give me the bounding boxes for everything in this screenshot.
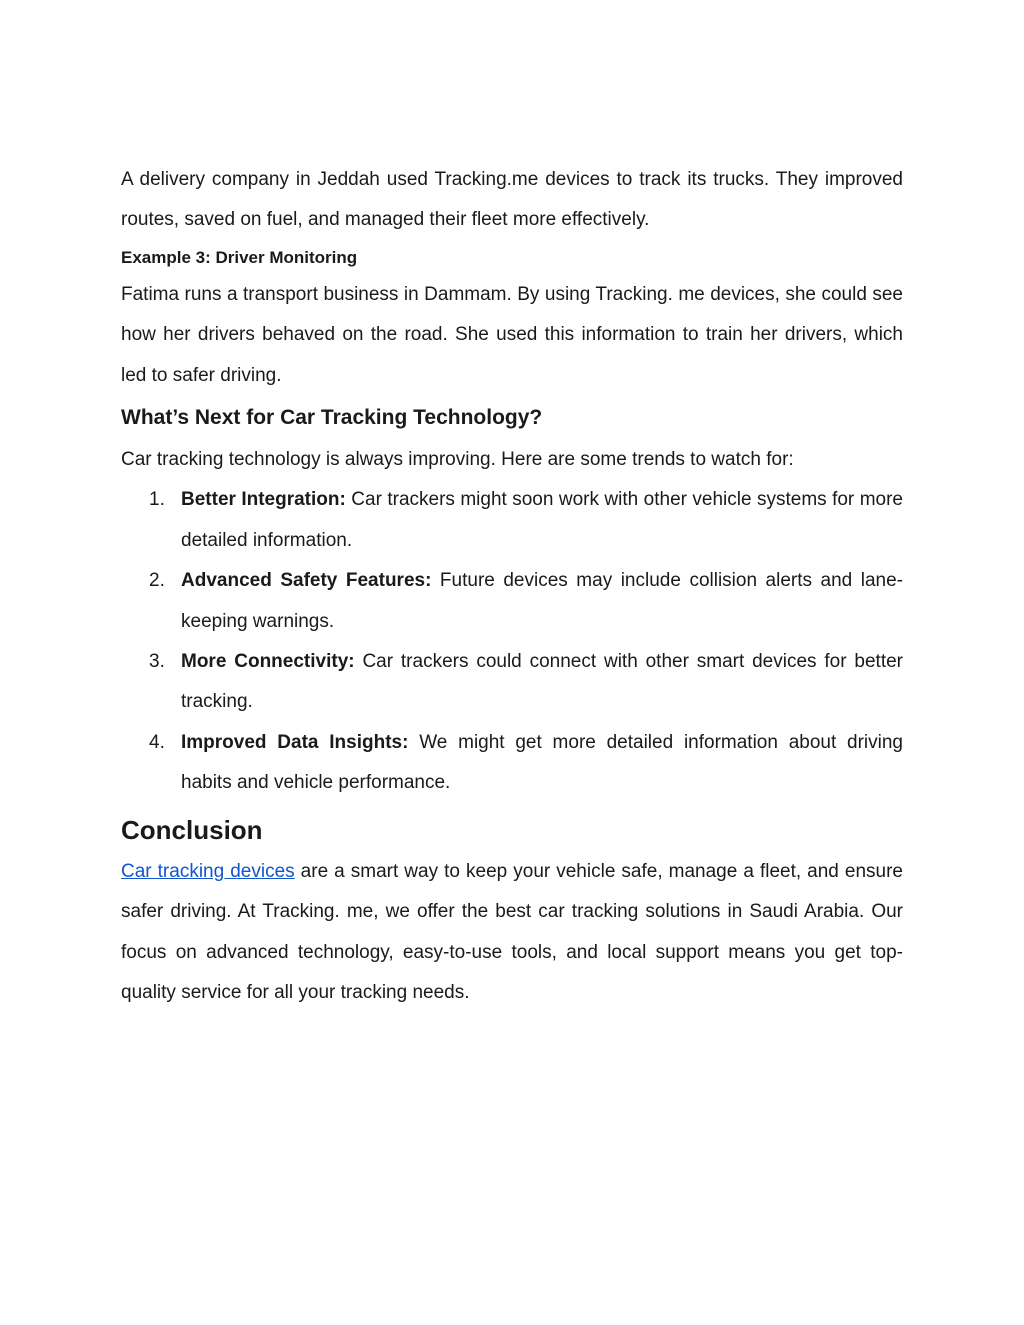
document-page	[121, 160, 903, 1013]
list-item-title: More Connectivity:	[181, 651, 355, 673]
list-item-text: Car trackers might soon work with other vehicle systems for more detailed information.	[181, 489, 903, 551]
list-item-number: 1.	[149, 489, 165, 511]
list-item-title: Improved Data Insights:	[181, 731, 409, 753]
car-tracking-devices-link[interactable]: Car tracking devices	[121, 860, 295, 882]
whats-next-intro: Car tracking technology is always improving. Here are some trends to watch for:	[121, 449, 794, 471]
intro-paragraph: A delivery company in Jeddah used Tracking.me devices to track its trucks. They improved routes, saved on fuel, and managed their fleet more effectively.	[121, 169, 903, 231]
list-item-title: Better Integration:	[181, 489, 346, 511]
list-item	[121, 480, 903, 561]
list-item	[121, 723, 903, 804]
list-item-text: Car trackers could connect with other smart devices for better tracking.	[181, 651, 903, 713]
list-item	[121, 561, 903, 642]
list-item-number: 4.	[149, 731, 165, 753]
list-item-text: Future devices may include collision alerts and lane-keeping warnings.	[181, 570, 903, 632]
whats-next-heading: What’s Next for Car Tracking Technology?	[121, 406, 543, 430]
conclusion-heading: Conclusion	[121, 814, 263, 845]
list-item-text: We might get more detailed information about driving habits and vehicle performance.	[181, 731, 903, 794]
example-3-heading: Example 3: Driver Monitoring	[121, 247, 358, 267]
list-item-number: 2.	[149, 570, 165, 592]
list-item	[121, 642, 903, 723]
list-item-number: 3.	[149, 651, 165, 673]
trends-list	[121, 480, 903, 803]
list-item-title: Advanced Safety Features:	[181, 570, 432, 592]
conclusion-text: are a smart way to keep your vehicle safe, manage a fleet, and ensure safer driving. At Tracking. me, we offer the best car tracking solutions in Saudi Arabia. Our focus on advanced technology, easy-to-use tools, and local support means you get top-quality service for all your tracking needs.	[121, 860, 903, 1003]
example-3-paragraph: Fatima runs a transport business in Dammam. By using Tracking. me devices, she could see how her drivers behaved on the road. She used this information to train her drivers, which led to safer driving.	[121, 283, 903, 386]
conclusion-paragraph	[121, 852, 903, 1014]
